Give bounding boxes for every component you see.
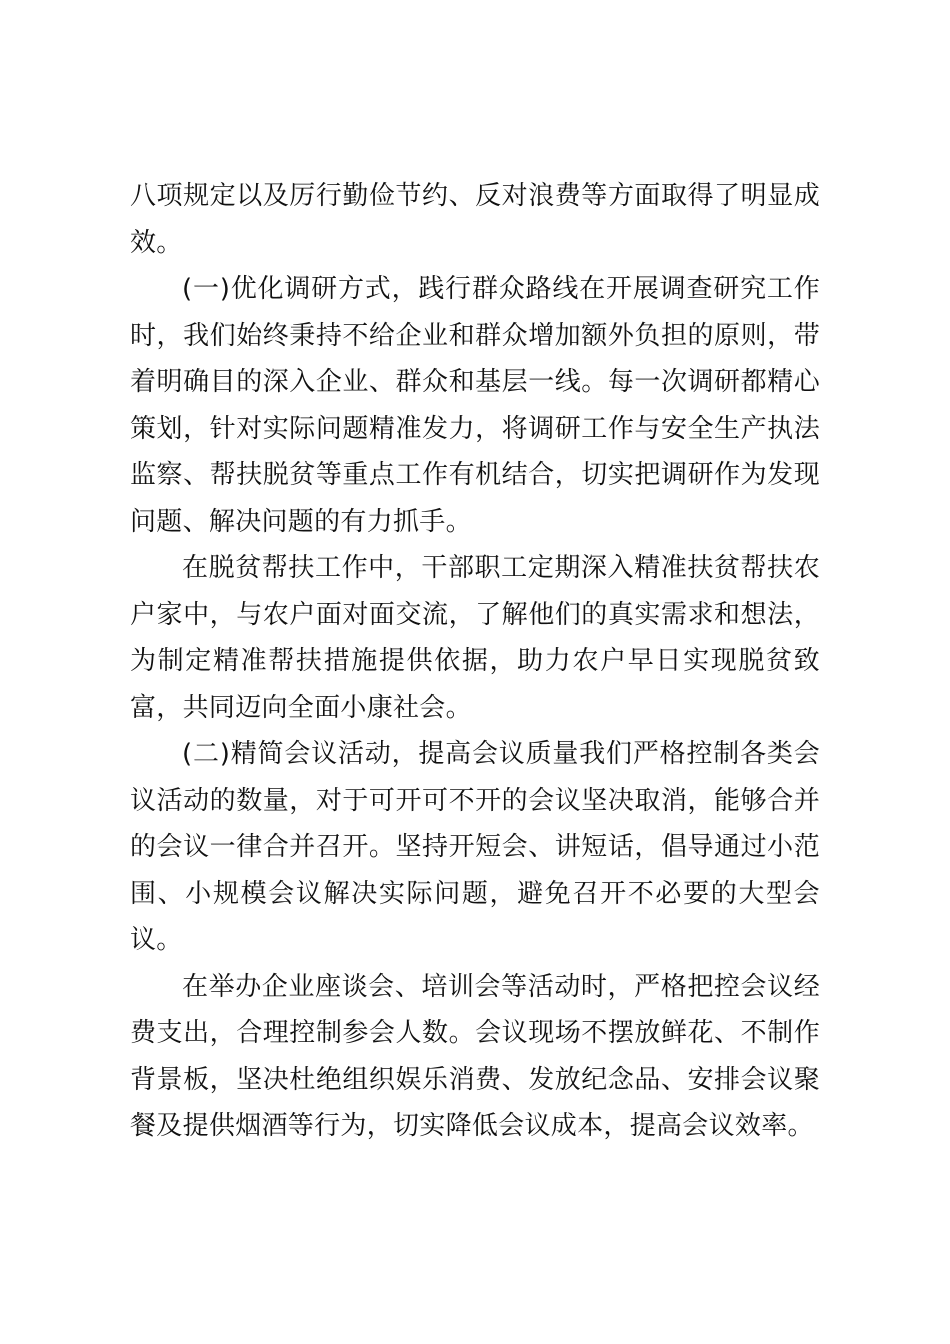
paragraph-poverty-assistance: 在脱贫帮扶工作中，干部职工定期深入精准扶贫帮扶农户家中，与农户面对面交流，了解他们的真实需求和想法，为制定精准帮扶措施提供依据，助力农户早日实现脱贫致富，共同迈向全面小康社会。	[130, 553, 820, 723]
document-body	[130, 173, 820, 1150]
paragraph-meeting-expenses: 在举办企业座谈会、培训会等活动时，严格把控会议经费支出，合理控制参会人数。会议现场不摆放鲜花、不制作背景板，坚决杜绝组织娱乐消费、发放纪念品、安排会议聚餐及提供烟酒等行为，切实降低会议成本，提高会议效率。	[130, 971, 820, 1141]
paragraph-continued: 八项规定以及厉行勤俭节约、反对浪费等方面取得了明显成效。	[130, 181, 820, 258]
paragraph-streamline-meetings: (二)精简会议活动，提高会议质量我们严格控制各类会议活动的数量，对于可开可不开的会议坚决取消，能够合并的会议一律合并召开。坚持开短会、讲短话，倡导通过小范围、小规模会议解决实际问题，避免召开不必要的大型会议。	[130, 739, 820, 955]
paragraph-research-method: (一)优化调研方式，践行群众路线在开展调查研究工作时，我们始终秉持不给企业和群众增加额外负担的原则，带着明确目的深入企业、群众和基层一线。每一次调研都精心策划，针对实际问题精准发力，将调研工作与安全生产执法监察、帮扶脱贫等重点工作有机结合，切实把调研作为发现问题、解决问题的有力抓手。	[130, 274, 820, 537]
